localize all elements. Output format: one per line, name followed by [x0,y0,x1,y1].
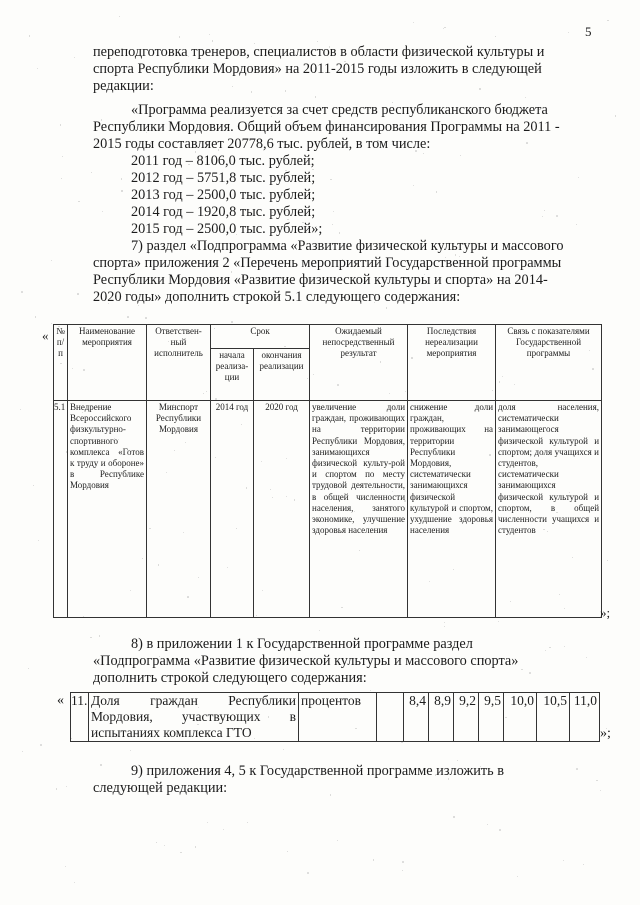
item7-line: 2020 годы» дополнить строкой 5.1 следующего содержания: [93,289,461,305]
scan-speck [102,211,103,212]
scan-speck [525,97,526,98]
item7-line: Республики Мордовия «Развитие физической культуры и спорта» на 2014- [93,272,548,288]
intro-paragraph [93,44,601,95]
scan-speck [127,316,129,318]
scan-speck [247,822,248,823]
scan-speck [20,409,21,410]
scan-speck [223,829,224,830]
item9-line: следующей редакции: [93,780,228,796]
financing-line: Республики Мордовия. Общий объем финансирования Программы на 2011 - [93,119,560,135]
scan-speck [330,179,331,180]
year-2012: 2012 год – 5751,8 тыс. рублей; [131,170,316,186]
indicator-value: 10,5 [537,693,570,742]
header-start: начала реализа-ции [211,349,254,401]
intro-line: спорта Республики Мордовия» на 2011-2015 годы изложить в следующей [93,61,542,77]
scan-speck [145,317,147,319]
scan-speck [28,668,29,669]
indicator-value: 8,9 [429,693,454,742]
scan-speck [33,485,34,486]
events-table [53,324,602,618]
indicator-value: 9,2 [454,693,479,742]
scan-speck [231,321,233,323]
scan-speck [38,540,39,541]
scan-speck [563,860,564,861]
year-2013: 2013 год – 2500,0 тыс. рублей; [131,187,316,203]
header-end: окончания реализации [254,349,310,401]
scan-speck [317,41,318,42]
scan-speck [556,215,558,217]
scan-speck [544,210,545,211]
item8-line: «Подпрограмма «Развитие физической культуры и массового спорта» [93,653,519,669]
table2-close-quote: »; [600,726,611,741]
scan-speck [495,36,496,37]
scan-speck [315,96,316,97]
scan-speck [607,560,608,561]
row-name: Внедрение Всероссийского физкультурно-спортивного комплекса «Готов к труду и обороне» в Республике Мордовия [68,401,147,618]
scan-speck [578,177,579,178]
scan-speck [77,293,79,295]
scan-speck [615,115,617,117]
scan-speck [56,788,57,789]
item8-paragraph [93,636,601,687]
scan-speck [195,846,196,847]
scan-speck [517,876,518,877]
scan-speck [423,153,424,154]
scan-speck [51,260,52,261]
item7-line: спорта» приложения 2 «Перечень мероприятий Государственной программы [93,255,562,271]
scan-speck [60,124,61,125]
financing-line: «Программа реализуется за счет средств республиканского бюджета [131,102,548,118]
scan-speck [74,882,75,883]
row-start: 2014 год [211,401,254,618]
item8-line: дополнить строкой следующего содержания: [93,670,367,686]
indicators-table [70,692,600,742]
scan-speck [386,307,388,309]
scan-speck [121,190,122,191]
item9-paragraph [93,763,601,797]
scan-speck [457,760,458,761]
scan-speck [568,32,569,33]
row-link: доля населения, систематически занимающегося физической культурой и спортом; доля учащихся и студентов, систематически занимающихся физической культурой и спортом, в общей численности учащихся и студентов [496,401,602,618]
page-number: 5 [585,24,592,39]
scan-speck [370,690,372,692]
scan-speck [436,191,438,193]
header-term: Срок [211,325,310,349]
scan-speck [40,744,42,746]
scan-speck [91,172,92,173]
item7-paragraph [93,238,601,306]
scan-speck [413,185,414,186]
indicator-value: 8,4 [404,693,429,742]
indicator-value: 11,0 [570,693,600,742]
scan-speck [156,842,157,843]
scan-speck [607,20,608,21]
table1-open-quote: « [42,328,49,343]
item8-line: 8) в приложении 1 к Государственной программе раздел [131,636,473,652]
scan-speck [90,637,92,639]
scan-speck [499,829,501,831]
scan-speck [337,840,338,841]
scan-speck [444,622,445,623]
scan-speck [542,216,543,217]
scan-speck [74,57,75,58]
scan-speck [319,630,320,631]
row-num: 5.1 [54,401,68,618]
table2-open-quote: « [57,693,64,708]
scan-speck [66,786,67,787]
scan-speck [207,822,208,823]
scan-speck [65,866,66,867]
scan-speck [413,22,415,24]
scan-speck [339,232,341,234]
scan-speck [402,870,403,871]
indicator-value: 10,0 [504,693,537,742]
scan-speck [576,224,577,225]
scan-speck [130,750,131,751]
indicator-num: 11. [71,693,89,742]
header-expected: Ожидаемый непосредственный результат [310,325,408,401]
scan-speck [37,68,38,69]
scan-speck [179,36,181,38]
year-2015: 2015 год – 2500,0 тыс. рублей»; [131,221,323,237]
scan-speck [209,34,210,35]
scan-speck [487,824,488,825]
item9-line: 9) приложения 4, 5 к Государственной программе изложить в [131,763,505,779]
header-link: Связь с показателями Государственной программы [496,325,602,401]
scan-speck [22,751,23,752]
scan-speck [307,872,309,874]
scan-speck [212,40,213,41]
scan-speck [21,291,23,293]
scan-speck [180,852,181,853]
scan-speck [62,156,63,157]
scan-speck [453,816,454,817]
scan-speck [121,178,123,180]
scan-speck [333,211,334,212]
row-consequences: снижение доли граждан, проживающих на территории Республики Мордовия, систематически занимающихся физической культурой и спортом, ухудшение здоровья населения [408,401,496,618]
header-num: № п/п [54,325,68,401]
row-end: 2020 год [254,401,310,618]
scan-speck [78,201,80,203]
scan-speck [283,749,284,750]
scan-speck [119,16,120,17]
item7-line: 7) раздел «Подпрограмма «Развитие физической культуры и массового [131,238,564,254]
scan-speck [332,224,333,225]
table1-close-quote: »; [600,605,611,620]
year-2014: 2014 год – 1920,8 тыс. рублей; [131,204,316,220]
scan-speck [61,178,62,179]
intro-line: переподготовка тренеров, специалистов в области физической культуры и [93,44,545,60]
scan-speck [402,861,404,863]
scan-speck [583,864,584,865]
scan-speck [51,323,52,324]
year-2011: 2011 год – 8106,0 тыс. рублей; [131,153,315,169]
indicator-name: Доля граждан Республики Мордовия, участвующих в испытаниях комплекса ГТО [89,693,299,742]
intro-line: редакции: [93,78,154,94]
scan-speck [460,155,461,156]
row-executor: Минспорт Республики Мордовия [147,401,211,618]
scan-speck [443,28,444,29]
header-executor: Ответствен-ный исполнитель [147,325,211,401]
scan-speck [29,35,31,37]
scan-speck [373,859,374,860]
scan-speck [444,27,445,28]
scan-speck [498,621,500,623]
indicator-value: 9,5 [479,693,504,742]
scan-speck [164,845,165,846]
indicator-unit: процентов [299,693,377,742]
financing-paragraph [93,102,601,153]
scan-speck [287,851,288,852]
scan-speck [35,316,37,318]
indicator-value [377,693,404,742]
scan-speck [444,626,445,627]
header-name: Наименование мероприятия [68,325,147,401]
header-consequences: Последствия нереализации мероприятия [408,325,496,401]
row-expected: увеличение доли граждан, проживающих на территории Республики Мордовия, занимающихся физической культу-рой и спортом по месту трудовой деятельности, в общей численности населения, занятого экономике, улучшение здоровья населения [310,401,408,618]
financing-line: 2015 годы составляет 20778,6 тыс. рублей, в том числе: [93,136,431,152]
